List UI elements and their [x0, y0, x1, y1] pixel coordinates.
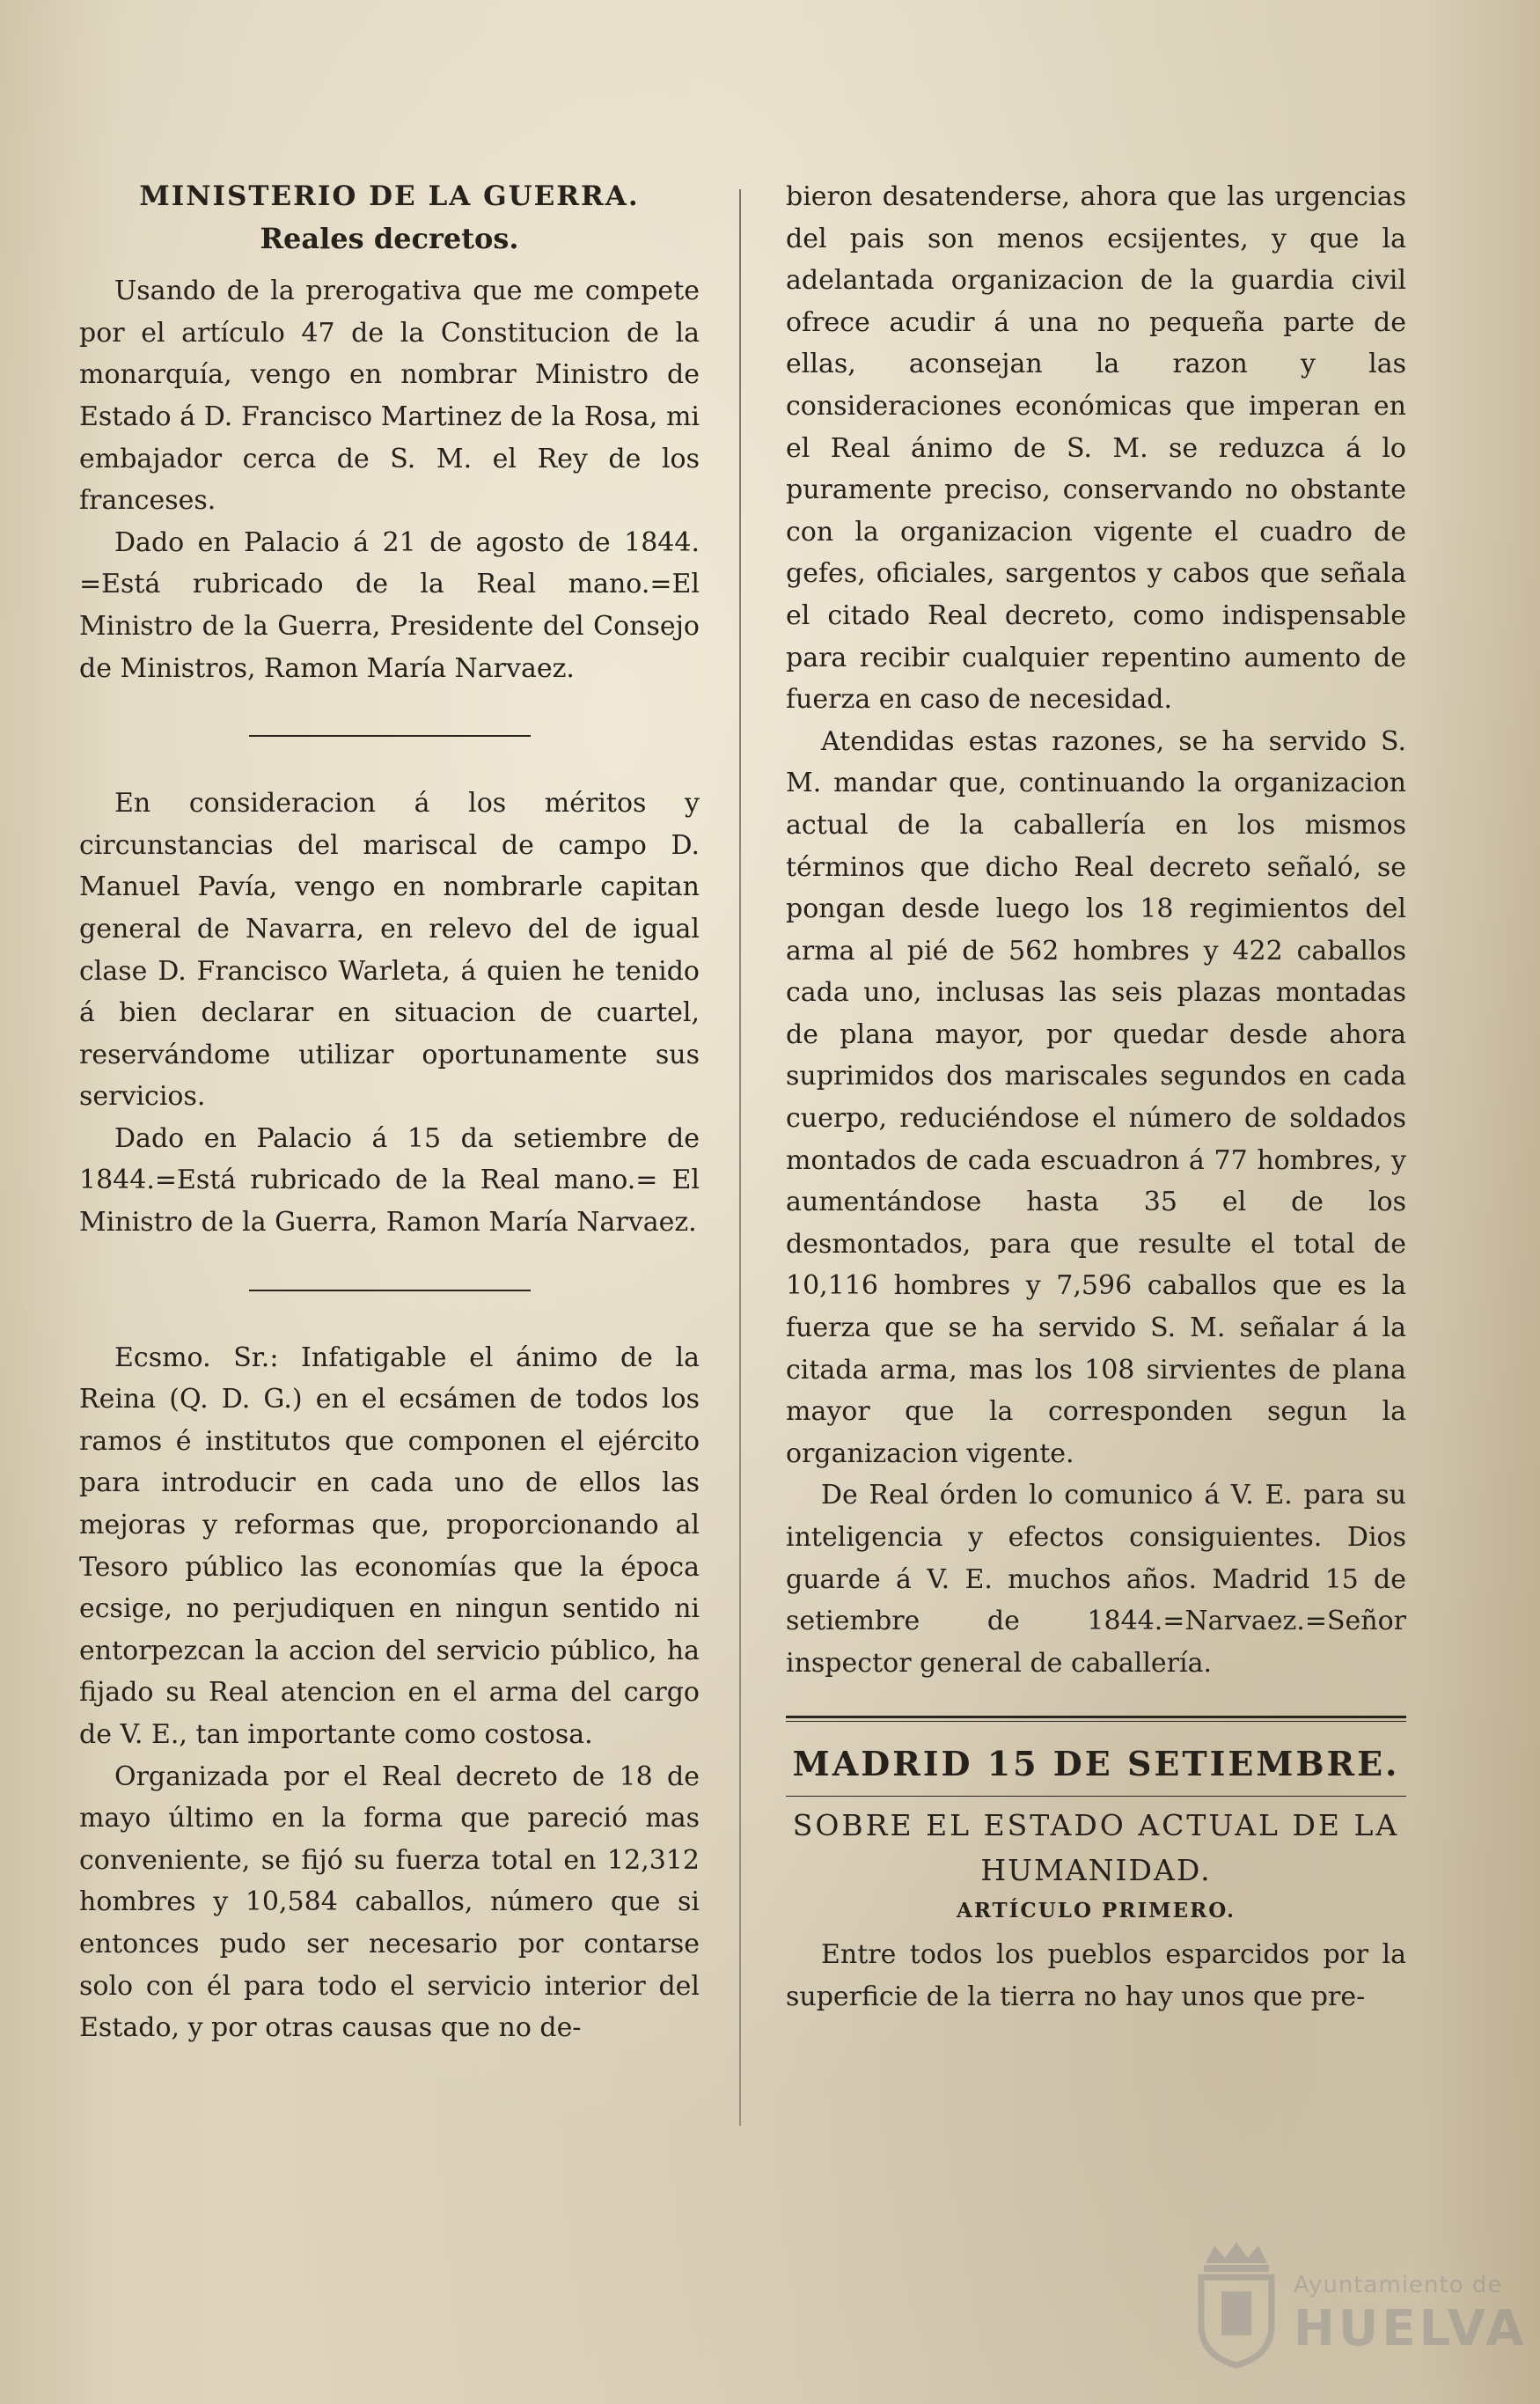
dateline-underline: [786, 1796, 1406, 1797]
essay-title-line1: SOBRE EL ESTADO ACTUAL DE LA: [792, 1808, 1400, 1843]
section-subtitle-decrees: Reales decretos.: [260, 221, 519, 255]
section-divider: [249, 1290, 531, 1291]
decree2-body: En consideracion á los méritos y circunstancias del mariscal de campo D. Manuel Pavía, vengo en nombrarle capitan general de Navarra, en relevo del de igual clase D. Francisco Warleta, á quien he tenido á bien declarar en situacion de cuartel, reservándome utilizar oportunamente sus servicios.: [79, 788, 700, 1113]
section-divider: [249, 735, 531, 737]
column-divider: [739, 189, 741, 2126]
letter-paragraph-2: Organizada por el Real decreto de 18 de mayo último en la forma que pareció mas conveniente, se fijó su fuerza total en 12,312 hombres y 10,584 caballos, número que si entonces pudo ser necesario por contarse solo con él para todo el servicio interior del Estado, y por otras causas que no de-: [79, 1761, 700, 2044]
letter-paragraph-4: De Real órden lo comunico á V. E. para su inteligencia y efectos consiguientes. Dios guarde á V. E. muchos años. Madrid 15 de setiembre de 1844.=Narvaez.=Señor inspector general de caballería.: [786, 1480, 1406, 1679]
essay-opening: Entre todos los pueblos esparcidos por la superficie de la tierra no hay unos que pre-: [786, 1939, 1406, 2012]
crown-shield-icon: [1188, 2237, 1285, 2369]
letter-paragraph-3: Atendidas estas razones, se ha servido S. M. mandar que, continuando la organizacion actual de la caballería en los mismos términos que dicho Real decreto señaló, se pongan desde luego los 18 regimientos del arma al pié de 562 hombres y 422 caballos cada uno, inclusas las seis plazas montadas de plana mayor, por quedar desde ahora suprimidos dos mariscales segundos en cada cuerpo, reduciéndose el número de soldados montados de cada escuadron á 77 hombres, y aumentándose hasta 35 el de los desmontados, para que resulte el total de 10,116 hombres y 7,596 caballos que es la fuerza que se ha servido S. M. señalar á la citada arma, mas los 108 sirvientes de plana mayor que la corresponden segun la organizacion vigente.: [786, 725, 1406, 1469]
watermark-line2: HUELVA: [1294, 2300, 1528, 2357]
decree1-body: Usando de la prerogativa que me compete por el artículo 47 de la Constitucion de la monarquía, vengo en nombrar Ministro de Estado á D. Francisco Martinez de la Rosa, mi embajador cerca de S. M. el Rey de los franceses.: [79, 276, 700, 517]
dateline-madrid: MADRID 15 DE SETIEMBRE.: [792, 1744, 1400, 1784]
essay-section-heading: ARTÍCULO PRIMERO.: [957, 1899, 1236, 1923]
letter-continuation: bieron desatenderse, ahora que las urgencias del pais son menos ecsijentes, y que la adelantada organizacion de la guardia civil ofrece acudir á una no pequeña parte de ellas, aconsejan la razon y las consideraciones económicas que imperan en el Real ánimo de S. M. se reduzca á lo puramente preciso, conservando no obstante con la organizacion vigente el cuadro de gefes, oficiales, sargentos y cabos que señala el citado Real decreto, como indispensable para recibir cualquier repentino aumento de fuerza en caso de necesidad.: [786, 181, 1406, 716]
essay-title-line2: HUMANIDAD.: [980, 1853, 1212, 1888]
right-column: [786, 176, 1406, 2018]
watermark-line1: Ayuntamiento de: [1294, 2272, 1503, 2298]
left-column: [79, 176, 700, 2049]
section-title-ministry: MINISTERIO DE LA GUERRA.: [139, 180, 640, 212]
decree1-closing: Dado en Palacio á 21 de agosto de 1844. =Está rubricado de la Real mano.=El Ministro de la Guerra, Presidente del Consejo de Ministros, Ramon María Narvaez.: [79, 526, 700, 684]
archive-watermark: [1188, 2237, 1528, 2378]
letter-paragraph-1: Ecsmo. Sr.: Infatigable el ánimo de la Reina (Q. D. G.) en el ecsámen de todos los ramos é institutos que componen el ejército para introducir en cada uno de ellos las mejoras y reformas que, proporcionando al Tesoro público las economías que la época ecsige, no perjudiquen en ningun sentido ni entorpezcan la accion del servicio público, ha fijado su Real atencion en el arma del cargo de V. E., tan importante como costosa.: [79, 1342, 700, 1750]
dateline-rule: [786, 1716, 1406, 1722]
decree2-closing: Dado en Palacio á 15 da setiembre de 1844.=Está rubricado de la Real mano.= El Ministro de la Guerra, Ramon María Narvaez.: [79, 1122, 700, 1239]
